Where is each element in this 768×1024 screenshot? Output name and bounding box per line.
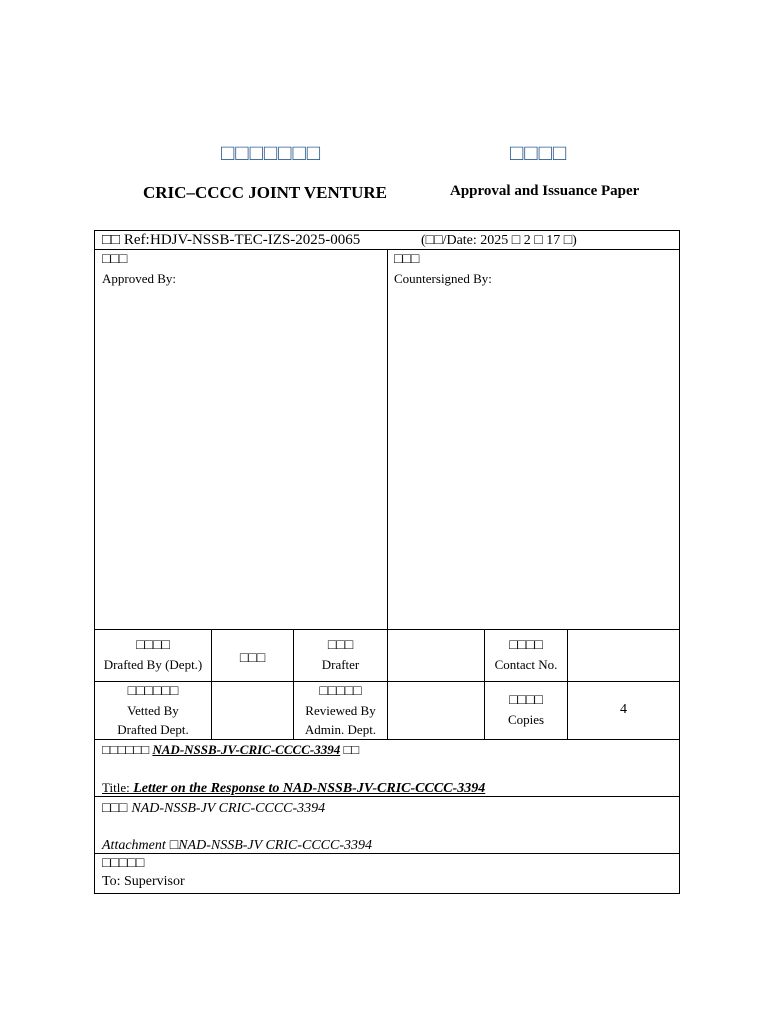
drafted-by-label-cell [94, 629, 212, 682]
drafter-value-cell[interactable] [387, 629, 485, 682]
vetted-en-line2: Drafted Dept. [117, 722, 189, 737]
reviewed-label-cell [293, 681, 388, 740]
copies-en: Copies [507, 712, 545, 727]
reviewed-en-line1: Reviewed By [305, 703, 376, 718]
attachment-label: Attachment [102, 838, 166, 853]
vetted-label-cell [94, 681, 212, 740]
ref-number: HDJV-NSSB-TEC-IZS-2025-0065 [150, 232, 361, 248]
drafted-by-en: Drafted By (Dept.) [103, 657, 203, 672]
to-row [94, 853, 680, 894]
contact-cn: □□□□ [509, 638, 543, 653]
reviewed-cn: □□□□□ [319, 684, 362, 699]
drafted-by-value-cell[interactable] [211, 629, 294, 682]
contact-label-cell [484, 629, 568, 682]
drafted-by-cn: □□□□ [136, 638, 170, 653]
to-label-cn: □□□□□ [102, 856, 145, 871]
vetted-en-line1: Vetted By [127, 703, 179, 718]
issue-date: (□□/Date: 2025 □ 2 □ 17 □) [421, 233, 577, 248]
reviewed-en-line2: Admin. Dept. [304, 722, 377, 737]
contact-en: Contact No. [494, 657, 558, 672]
attachment-label-cn: □□□ [102, 801, 128, 816]
vetted-cn: □□□□□□ [127, 684, 179, 699]
approved-by-label: Approved By: [102, 271, 177, 286]
doc-type-cn: □□□□ [510, 140, 568, 165]
approved-by-label-cn: □□□ [102, 252, 128, 267]
drafter-label-cell [293, 629, 388, 682]
company-name-cn: □□□□□□□ [221, 140, 322, 165]
approval-form [95, 231, 680, 894]
company-name-en: CRIC–CCCC JOINT VENTURE [143, 183, 388, 202]
title-row [94, 739, 680, 797]
to-recipient: To: Supervisor [102, 874, 185, 889]
title-subject-cn: NAD-NSSB-JV-CRIC-CCCC-3394 [152, 742, 341, 757]
countersigned-by-label-cn: □□□ [394, 252, 420, 267]
drafter-en: Drafter [321, 657, 360, 672]
drafter-cn: □□□ [327, 638, 354, 653]
ref-label: □□ Ref: [102, 232, 150, 248]
contact-value-cell[interactable] [567, 629, 680, 682]
countersigned-by-box[interactable] [387, 249, 680, 630]
copies-label-cell [484, 681, 568, 740]
copies-cn: □□□□ [509, 693, 543, 708]
title-label: Title: [102, 780, 130, 795]
drafted-by-value: □□□ [239, 651, 266, 666]
attachment-row [94, 796, 680, 854]
ref-row [94, 230, 680, 250]
copies-value-cell[interactable] [567, 681, 680, 740]
vetted-value-cell[interactable] [211, 681, 294, 740]
countersigned-by-label: Countersigned By: [394, 271, 492, 286]
attachment-value-cn: NAD-NSSB-JV CRIC-CCCC-3394 [131, 801, 326, 816]
copies-value: 4 [620, 702, 627, 717]
doc-type-en: Approval and Issuance Paper [450, 183, 640, 199]
attachment-value: □NAD-NSSB-JV CRIC-CCCC-3394 [169, 838, 373, 853]
title-suffix-cn: □□ [343, 742, 360, 757]
title-value: Letter on the Response to NAD-NSSB-JV-CRIC-CCCC-3394 [129, 781, 486, 796]
approved-by-box[interactable] [94, 249, 388, 630]
reviewed-value-cell[interactable] [387, 681, 485, 740]
title-label-cn: □□□□□□ [102, 742, 150, 757]
